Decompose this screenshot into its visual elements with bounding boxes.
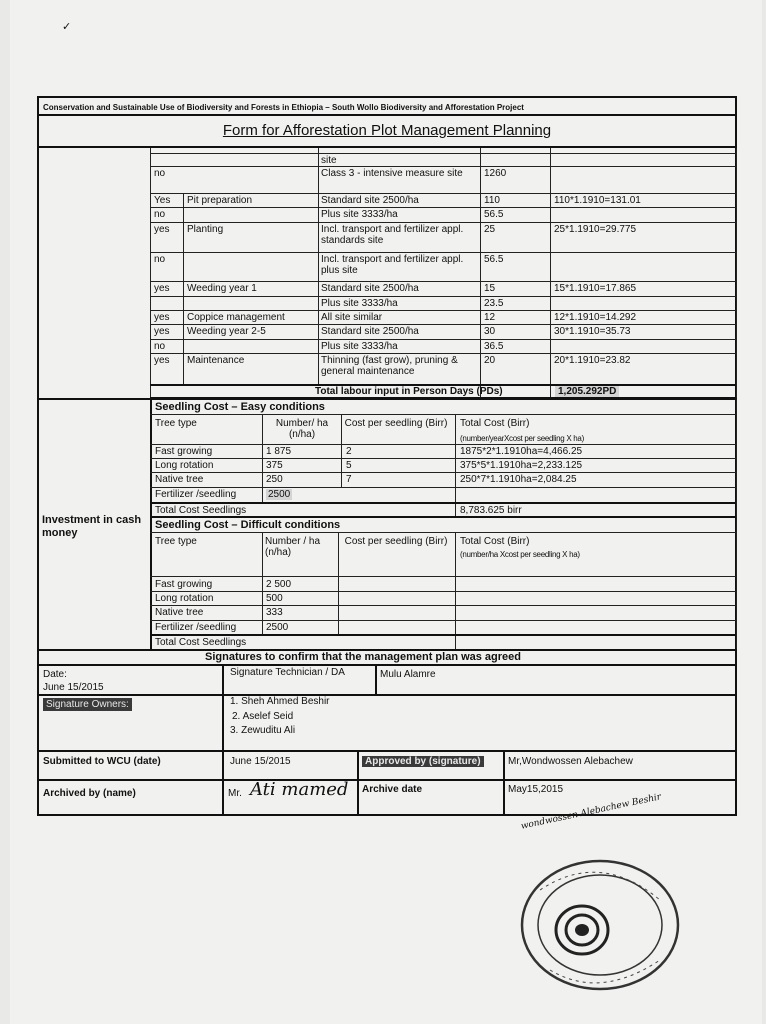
column-line: [503, 750, 505, 816]
labour-row-calc: 15*1.1910=17.865: [554, 283, 637, 294]
divider: [150, 532, 736, 533]
labour-row-status: yes: [154, 355, 170, 366]
easy-total-value: 8,783.625 birr: [460, 505, 522, 516]
labour-row-description: Standard site 2500/ha: [321, 283, 419, 294]
labour-row-description: Standard site 2500/ha: [321, 326, 419, 337]
labour-row-activity: Pit preparation: [187, 195, 253, 206]
easy-title: Seedling Cost – Easy conditions: [155, 401, 325, 413]
easy-row-type: Fertilizer /seedling: [155, 489, 237, 500]
labour-row-calc: 20*1.1910=23.82: [554, 355, 631, 366]
labour-row-status: no: [154, 168, 166, 179]
labour-row-activity: Planting: [187, 224, 224, 235]
difficult-row-type: Fertilizer /seedling: [155, 622, 237, 633]
row-divider: [150, 487, 736, 488]
column-line: [262, 532, 263, 634]
labour-row-days: 12: [484, 312, 496, 323]
labour-row-days: 23.5: [484, 298, 504, 309]
handwritten-note: wondwossen Alebachew Beshir: [520, 792, 663, 832]
row-divider: [150, 591, 736, 592]
labour-row-days: 25: [484, 224, 496, 235]
divider: [37, 398, 737, 400]
row-divider: [150, 620, 736, 621]
labour-row-activity: Weeding year 2-5: [187, 326, 266, 337]
labour-row-status: no: [154, 341, 166, 352]
labour-row-description: Plus site 3333/ha: [321, 341, 398, 352]
column-line: [318, 148, 319, 385]
difficult-row-number: 2500: [266, 622, 289, 633]
column-line: [222, 664, 224, 816]
divider: [150, 516, 736, 518]
easy-head-formula: (number/yearXcost per seedling X ha): [460, 434, 584, 443]
labour-row-calc: 30*1.1910=35.73: [554, 326, 631, 337]
column-line: [736, 399, 737, 649]
divider: [37, 694, 737, 696]
row-divider: [150, 153, 736, 154]
labour-row-days: 20: [484, 355, 496, 366]
row-divider: [150, 605, 736, 606]
difficult-row-number: 2 500: [266, 579, 292, 590]
column-line: [550, 148, 551, 398]
divider: [150, 634, 736, 636]
easy-row-cost: 5: [346, 460, 352, 471]
labour-row-calc: 110*1.1910=131.01: [554, 195, 641, 206]
archived-prefix: Mr.: [228, 788, 242, 799]
labour-row-activity: Maintenance: [187, 355, 245, 366]
column-line: [375, 664, 377, 694]
row-divider: [150, 458, 736, 459]
labour-row-description: Incl. transport and fertilizer appl. plus site: [321, 254, 464, 276]
signatures-title: Signatures to confirm that the management plan was agreed: [205, 651, 522, 663]
column-line: [480, 148, 481, 398]
column-line: [150, 399, 152, 649]
labour-row-status: no: [154, 254, 166, 265]
archived-signature: Ati mamed: [250, 779, 349, 800]
easy-row-number: 2500: [268, 489, 291, 500]
row-divider: [150, 281, 736, 282]
labour-row-status: yes: [154, 312, 170, 323]
easy-row-number: 1 875: [266, 446, 292, 457]
easy-row-number: 375: [266, 460, 283, 471]
easy-row-total: 1875*2*1.1910ha=4,466.25: [460, 446, 583, 457]
easy-row-type: Fast growing: [155, 446, 213, 457]
row-divider: [150, 339, 736, 340]
divider: [150, 444, 736, 445]
labour-row-days: 15: [484, 283, 496, 294]
labour-row-status: Yes: [154, 195, 171, 206]
labour-row-calc: 25*1.1910=29.775: [554, 224, 637, 235]
labour-row-days: 30: [484, 326, 496, 337]
labour-row-status: yes: [154, 283, 170, 294]
column-line: [455, 414, 456, 516]
official-stamp-icon: [510, 850, 685, 995]
easy-row-cost: 7: [346, 474, 352, 485]
easy-row-type: Long rotation: [155, 460, 214, 471]
labour-row-days: 110: [484, 195, 500, 206]
labour-row-activity: Coppice management: [187, 312, 285, 323]
corner-mark: ✓: [62, 21, 72, 33]
labour-row-description: Plus site 3333/ha: [321, 209, 398, 220]
easy-row-type: Native tree: [155, 474, 204, 485]
difficult-row-number: 333: [266, 607, 283, 618]
owners-label: Signature Owners:: [43, 698, 132, 711]
labour-row-description: All site similar: [321, 312, 383, 323]
row-divider: [150, 310, 736, 311]
divider: [37, 779, 737, 781]
divider: [150, 414, 736, 415]
labour-row-description: Thinning (fast grow), pruning & general maintenance: [321, 355, 458, 377]
easy-total-label: Total Cost Seedlings: [155, 505, 247, 516]
row-divider: [150, 166, 736, 167]
divider: [150, 502, 736, 504]
labour-row-days: 56.5: [484, 254, 504, 265]
labour-row-calc: 12*1.1910=14.292: [554, 312, 637, 323]
column-line: [341, 414, 342, 488]
labour-total-value: 1,205.292PD: [555, 386, 619, 397]
difficult-head-cost: Cost per seedling (Birr): [344, 536, 448, 547]
easy-row-cost: 2: [346, 446, 352, 457]
archive-date-value: May15,2015: [508, 784, 564, 795]
difficult-head-type: Tree type: [155, 536, 197, 547]
date-value: June 15/2015: [43, 682, 104, 693]
labour-row-description: Class 3 - intensive measure site: [321, 168, 463, 179]
column-line: [357, 750, 359, 816]
row-divider: [150, 193, 736, 194]
difficult-row-type: Long rotation: [155, 593, 214, 604]
row-divider: [150, 353, 736, 354]
divider: [37, 146, 737, 148]
difficult-head-formula: (number/ha Xcost per seedling X ha): [460, 550, 580, 559]
easy-head-type: Tree type: [155, 418, 197, 429]
submitted-value: June 15/2015: [230, 756, 291, 767]
labour-row-status: yes: [154, 224, 170, 235]
row-divider: [150, 472, 736, 473]
divider: [150, 576, 736, 577]
easy-row-number: 250: [266, 474, 283, 485]
labour-row-description: Plus site 3333/ha: [321, 298, 398, 309]
project-header: Conservation and Sustainable Use of Biodiversity and Forests in Ethiopia – South Wollo Biodiversity and Afforestation Project: [37, 96, 737, 116]
date-label: Date:: [43, 669, 67, 680]
divider: [37, 750, 737, 752]
owner-2: 2. Aselef Seid: [232, 711, 294, 722]
row-divider: [150, 207, 736, 208]
labour-row-days: 36.5: [484, 341, 504, 352]
labour-row-description: Standard site 2500/ha: [321, 195, 419, 206]
difficult-head-number: Number / ha (n/ha): [265, 536, 321, 558]
labour-row-days: 56.5: [484, 209, 504, 220]
difficult-row-type: Fast growing: [155, 579, 213, 590]
row-divider: [150, 296, 736, 297]
labour-total-label: Total labour input in Person Days (PDs): [315, 386, 503, 397]
archived-label: Archived by (name): [43, 788, 136, 799]
row-divider: [150, 324, 736, 325]
approved-value: Mr,Wondwossen Alebachew: [508, 756, 633, 767]
easy-head-cost: Cost per seedling (Birr): [344, 418, 448, 429]
form-frame: [37, 116, 737, 816]
archive-date-label: Archive date: [362, 784, 423, 795]
difficult-row-type: Native tree: [155, 607, 204, 618]
difficult-head-total: Total Cost (Birr): [460, 536, 530, 547]
row-divider: [150, 252, 736, 253]
labour-row-activity: Weeding year 1: [187, 283, 257, 294]
labour-row-days: 1260: [484, 168, 507, 179]
owner-1: 1. Sheh Ahmed Beshir: [230, 696, 330, 707]
difficult-title: Seedling Cost – Difficult conditions: [155, 519, 341, 531]
investment-label: Investment in cash money: [42, 514, 142, 539]
column-line: [150, 148, 151, 398]
difficult-row-number: 500: [266, 593, 283, 604]
labour-row-status: yes: [154, 326, 170, 337]
easy-row-total: 375*5*1.1910ha=2,233.125: [460, 460, 583, 471]
submitted-label: Submitted to WCU (date): [43, 756, 161, 767]
easy-head-number: Number/ ha (n/ha): [275, 418, 329, 440]
column-line: [338, 532, 339, 634]
owner-3: 3. Zewuditu Ali: [230, 725, 296, 736]
row-divider: [150, 222, 736, 223]
labour-row-description: Incl. transport and fertilizer appl. standards site: [321, 224, 464, 246]
easy-head-total: Total Cost (Birr): [460, 418, 530, 429]
technician-name: Mulu Alamre: [380, 669, 436, 680]
technician-label: Signature Technician / DA: [230, 667, 345, 678]
easy-row-total: 250*7*1.1910ha=2,084.25: [460, 474, 577, 485]
labour-row-status: no: [154, 209, 166, 220]
form-title: Form for Afforestation Plot Management Planning: [222, 122, 552, 139]
labour-row-description: site: [321, 155, 337, 166]
difficult-total-label: Total Cost Seedlings: [155, 637, 247, 648]
divider: [37, 664, 737, 666]
approved-label: Approved by (signature): [362, 756, 484, 767]
column-line: [736, 148, 737, 398]
